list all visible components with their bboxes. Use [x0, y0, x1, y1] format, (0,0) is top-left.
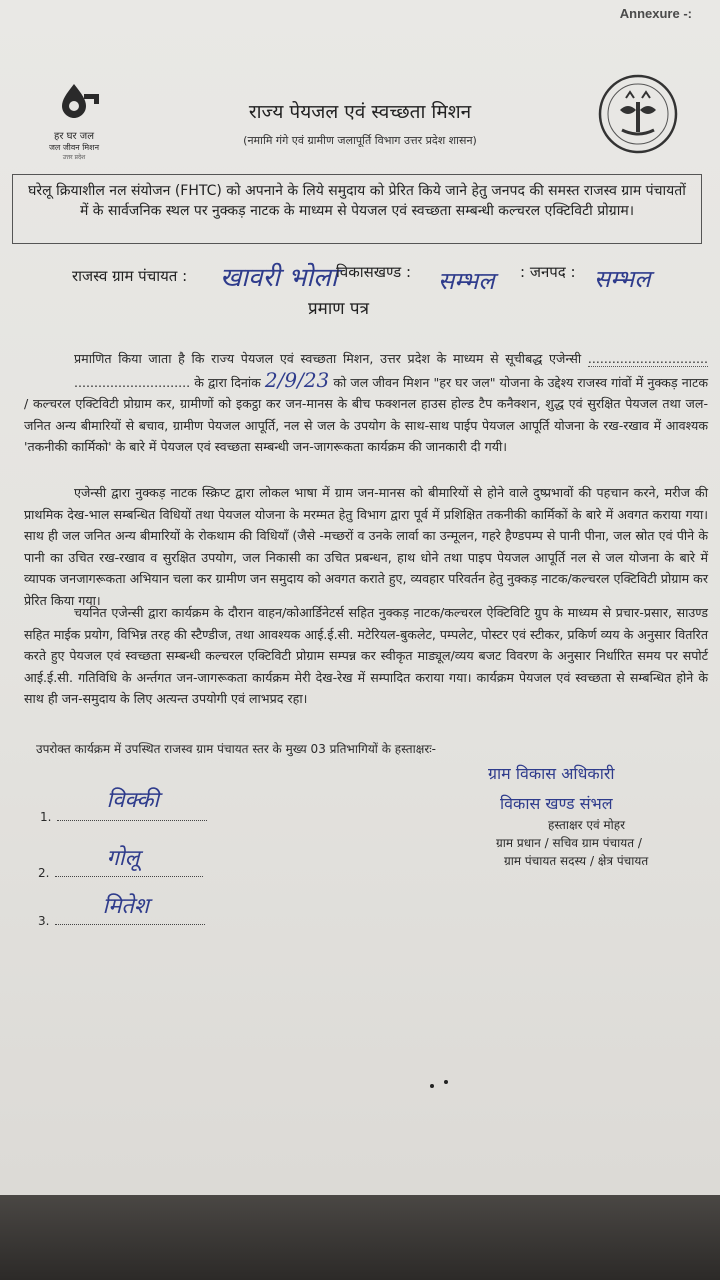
- signature-row-3: [38, 894, 205, 929]
- mission-title: राज्य पेयजल एवं स्वच्छता मिशन: [248, 101, 472, 123]
- officer-designation-1: ग्राम प्रधान / सचिव ग्राम पंचायत /: [496, 836, 642, 850]
- programme-box: घरेलू क्रियाशील नल संयोजन (FHTC) को अपनाने के लिये समुदाय को प्रेरित किये जाने हेतु जनपद की समस्त राजस्व ग्राम पंचायतों में के सार्वजनिक स्थल पर नुक्कड़ नाटक के माध्यम से पेयजल एवं स्वच्छता सम्बन्धी कल्चरल एक्टिविटी प्रोग्राम।: [12, 174, 702, 244]
- block-value: सम्भल: [438, 267, 495, 295]
- mission-subtitle: (नमामि गंगे एवं ग्रामीण जलापूर्ति विभाग उत्तर प्रदेश शासन): [243, 134, 477, 147]
- gram-panchayat-label: राजस्व ग्राम पंचायत :: [72, 267, 188, 285]
- signature-row-2: [38, 846, 203, 881]
- officer-designation-2: ग्राम पंचायत सदस्य / क्षेत्र पंचायत: [504, 854, 649, 868]
- p2-text: एजेन्सी द्वारा नुक्कड़ नाटक स्क्रिप्ट द्वारा लोकल भाषा में ग्राम जन-मानस को बीमारियों से होने वाले दुष्प्रभावों की पहचान करने, मरीज की प्राथमिक देख-भाल सम्बन्धित विधियों तथा पेयजल योजना के मरम्मत हेतु विभाग द्वारा पूर्व में प्रशिक्षित तकनीकी कार्मिकों के बारे में अवगत कराया गया। साथ ही जल जनित अन्य बीमारियों के रोकथाम की विधियाँ (जैसे -मच्छरों व उनके लार्वा का उन्मूलन, गहरे हैण्डपम्प से पानी पीना, जल स्रोत एवं पीने के पानी का उचित रख-रखाव व सुरक्षित उपयोग, जल निकासी का उचित प्रबन्धन, हाथ धोने तथा पाइप पेयजल आपूर्ति नल से जल योजना के बारे में व्यापक जनजागरूकता अभियान चला कर ग्रामीण जन समुदाय को अवगत कराते हुए, व्यवहार परिवर्तन हेतु नुक्कड़ नाटक/कल्चरल एक्टिविटी प्रोग्राम कर प्रेरित किया गया।: [24, 485, 708, 608]
- ink-dot: [444, 1080, 448, 1084]
- paragraph-3: [24, 602, 708, 710]
- gram-panchayat-value: खावरी भोला: [220, 263, 338, 293]
- signature-1: विक्की: [106, 788, 160, 813]
- p1-part-1: प्रमाणित किया जाता है कि राज्य पेयजल एवं स्वच्छता मिशन, उत्तर प्रदेश के माध्यम से सूचीबद्ध एजेन्सी: [74, 351, 582, 366]
- paragraph-1: [24, 348, 708, 458]
- p3-text: चयनित एजेन्सी द्वारा कार्यक्रम के दौरान वाहन/कोआर्डिनेटर्स सहित नुक्कड़ नाटक/कल्चरल ऐक्टिविटि ग्रुप के माध्यम से प्रचार-प्रसार, साउण्ड सहित माईक प्रयोग, विभिन्न तरह की स्टैण्डीज, तथा आवश्यक आई.ई.सी. मटेरियल-बुकलेट, पम्पलेट, पोस्टर एवं स्टीकर, प्रकिर्ण व्यय के अनुसार वितरित करते हुए पेयजल एवं स्वच्छता सम्बन्धी कल्चरल एक्टिविटी प्रोग्राम सम्पन्न कर स्वीकृत माड्यूल/व्यय बजट विवरण के अनुसार निर्धारित समय पर सपोर्ट आई.ई.सी. गतिविधि के अर्न्तगत जन-जागरूकता कार्यक्रम मेरी देख-रेख में सम्पादित कराया गया। कार्यक्रम पेयजल एवं स्वच्छता से सम्बन्धित होने के साथ ही जन-समुदाय के लिए अत्यन्त उपयोगी एवं लाभप्रद रहा।: [24, 605, 708, 706]
- ink-dot: [430, 1084, 434, 1088]
- signature-num-1: 1.: [40, 810, 52, 824]
- paragraph-2: [24, 482, 708, 611]
- p1-part-2: के द्वारा दिनांक: [194, 374, 261, 390]
- annexure-label: Annexure -:: [619, 6, 692, 21]
- logo-line-1: हर घर जल: [54, 131, 94, 142]
- signature-3: मितेश: [102, 894, 149, 919]
- attendance-intro: उपरोक्त कार्यक्रम में उपस्थित राजस्व ग्राम पंचायत स्तर के मुख्य 03 प्रतिभागियों के हस्ताक्षरः-: [36, 742, 436, 756]
- agency-blank: ..............................: [587, 351, 708, 366]
- signature-num-3: 3.: [38, 914, 50, 928]
- background-surface: [0, 1195, 720, 1280]
- certificate-title: प्रमाण पत्र: [308, 299, 369, 319]
- programme-date: 2/9/23: [264, 367, 330, 392]
- officer-stamp-line-1: ग्राम विकास अधिकारी: [488, 764, 615, 783]
- p1-part-3: को जल जीवन मिशन "हर घर जल" योजना के उद्देश्य राजस्व गांवों में नुक्कड़ नाटक / कल्चरल एक्टिविटी प्रोग्राम कर, ग्रामीणों को इकट्ठा कर जन-मानस के बीच फक्शनल हाउस होल्ड टैप कनैक्शन, शुद्ध एवं सुरक्षित पेयजल तथा जल-जनित अन्य बीमारियों से बचाव, ग्रामीण पेयजल आपूर्ति, नल से जल के उपयोग के साथ-साथ पाईप पेयजल आपूर्ति योजना के रख-रखाव में आवश्यक 'तकनीकी कार्मिको' के बारे में पेयजल एवं स्वच्छता सम्बन्धी जन-जागरूकता कार्यक्रम की जानकारी दी गयी।: [24, 374, 708, 454]
- officer-seal-text: हस्ताक्षर एवं मोहर: [548, 818, 626, 832]
- district-value: सम्भल: [594, 265, 651, 293]
- district-label: : जनपद :: [520, 263, 576, 281]
- block-label: विकासखण्ड :: [336, 263, 412, 281]
- logo-line-2: जल जीवन मिशन: [48, 143, 100, 152]
- signature-line-2: [55, 846, 203, 877]
- signature-line-3: [55, 894, 205, 925]
- signature-line-1: [57, 788, 207, 821]
- officer-stamp-line-2: विकास खण्ड संभल: [500, 794, 613, 813]
- signature-num-2: 2.: [38, 866, 50, 880]
- signature-row-1: [40, 788, 207, 825]
- agency-blank-2: .............................: [74, 374, 191, 390]
- signature-2: गोलू: [106, 846, 140, 871]
- logo-line-3: उत्तर प्रदेश: [62, 154, 86, 161]
